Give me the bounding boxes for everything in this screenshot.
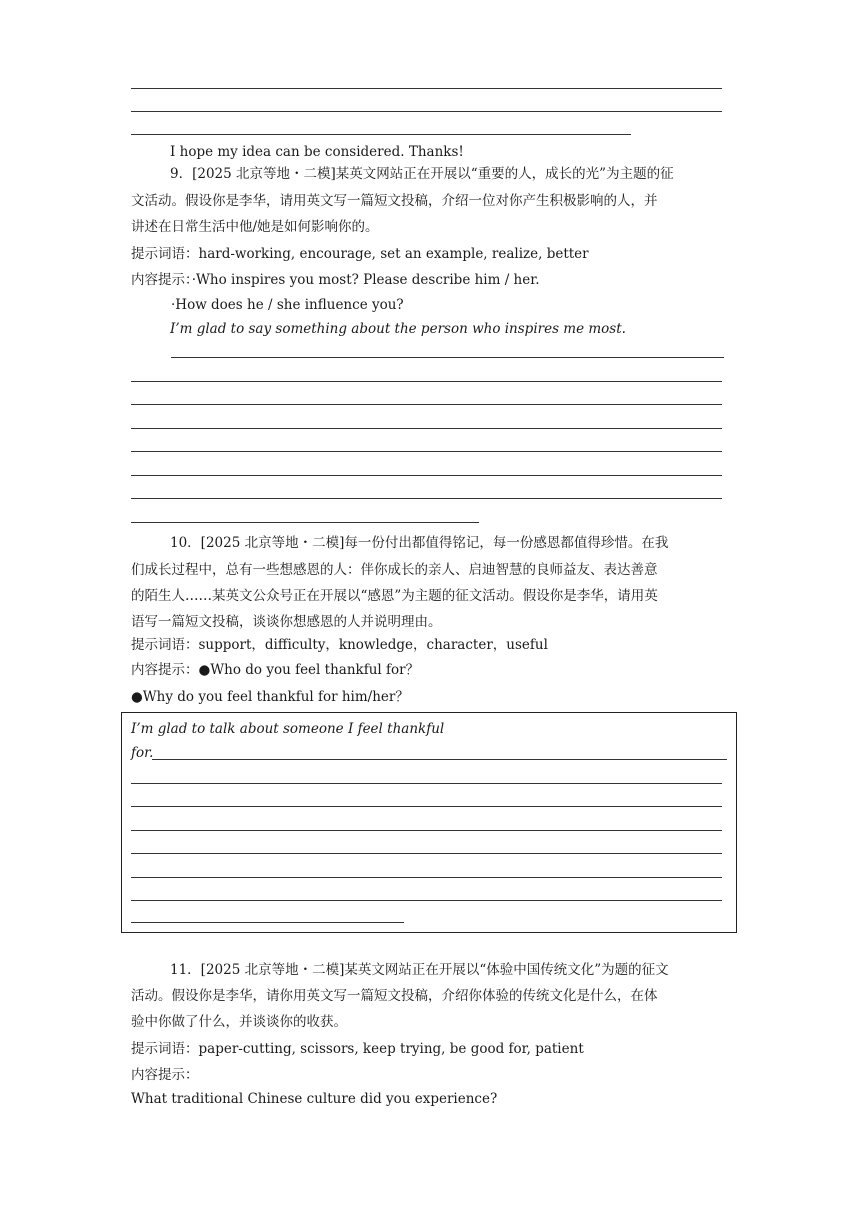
q9-content-hint-1: 内容提示：·Who inspires you most? Please describe him / her. <box>131 272 540 288</box>
q11-content-hint-1: What traditional Chinese culture did you experience? <box>131 1091 498 1107</box>
answer-line[interactable] <box>131 451 722 452</box>
q10-opening-line-1: I’m glad to talk about someone I feel thankful <box>131 721 445 737</box>
q11-content-label: 内容提示： <box>131 1067 199 1083</box>
q11-prompt-line-1: 11．[2025 北京等地・二模]某英文网站正在开展以“体验中国传统文化”为题的征文 <box>170 962 669 978</box>
q10-prompt-line-2: 们成长过程中，总有一些想感恩的人：伴你成长的亲人、启迪智慧的良师益友、表达善意 <box>131 562 658 578</box>
answer-line[interactable] <box>131 88 722 89</box>
q9-prompt-line-3: 讲述在日常生活中他/她是如何影响你的。 <box>131 219 379 235</box>
answer-line[interactable] <box>171 357 724 358</box>
q11-prompt-line-3: 验中你做了什么，并谈谈你的收获。 <box>131 1014 347 1030</box>
answer-line[interactable] <box>131 404 722 405</box>
answer-line[interactable] <box>131 475 722 476</box>
q11-prompt-line-2: 活动。假设你是李华，请你用英文写一篇短文投稿，介绍你体验的传统文化是什么，在体 <box>131 988 658 1004</box>
answer-line[interactable] <box>131 900 722 901</box>
answer-line[interactable] <box>131 111 722 112</box>
answer-line[interactable] <box>131 783 722 784</box>
answer-line[interactable] <box>131 381 722 382</box>
q10-opening-line-2: for. <box>131 745 154 761</box>
q11-hint-words: 提示词语：paper-cutting, scissors, keep trying, be good for, patient <box>131 1041 584 1057</box>
q9-content-hint-2: ·How does he / she influence you? <box>171 297 404 313</box>
q10-prompt-line-3: 的陌生人……某英文公众号正在开展以“感恩”为主题的征文活动。假设你是李华，请用英 <box>131 588 658 604</box>
q9-prompt-line-2: 文活动。假设你是李华，请用英文写一篇短文投稿，介绍一位对你产生积极影响的人，并 <box>131 193 658 209</box>
q9-opening-sentence: I’m glad to say something about the person who inspires me most. <box>170 321 626 337</box>
q10-prompt-line-1: 10．[2025 北京等地・二模]每一份付出都值得铭记，每一份感恩都值得珍惜。在我 <box>170 535 669 551</box>
q10-hint-words: 提示词语：support，difficulty，knowledge，character，useful <box>131 637 548 653</box>
answer-line[interactable] <box>131 134 631 135</box>
answer-line[interactable] <box>131 922 404 923</box>
answer-line[interactable] <box>131 522 479 523</box>
q10-content-hint-2: ●Why do you feel thankful for him/her？ <box>131 689 409 705</box>
answer-line[interactable] <box>152 759 727 760</box>
q9-hint-words: 提示词语：hard-working, encourage, set an example, realize, better <box>131 246 589 262</box>
q10-prompt-line-4: 语写一篇短文投稿，谈谈你想感恩的人并说明理由。 <box>131 614 442 630</box>
q10-content-hint-1: 内容提示：●Who do you feel thankful for？ <box>131 662 420 678</box>
answer-line[interactable] <box>131 428 722 429</box>
answer-line[interactable] <box>131 806 722 807</box>
q9-prompt-line-1: 9．[2025 北京等地・二模]某英文网站正在开展以“重要的人，成长的光”为主题的征 <box>170 166 674 182</box>
answer-line[interactable] <box>131 830 722 831</box>
answer-line[interactable] <box>131 853 722 854</box>
answer-line[interactable] <box>131 498 722 499</box>
q8-closing-text: I hope my idea can be considered. Thanks! <box>170 144 464 160</box>
answer-line[interactable] <box>131 877 722 878</box>
